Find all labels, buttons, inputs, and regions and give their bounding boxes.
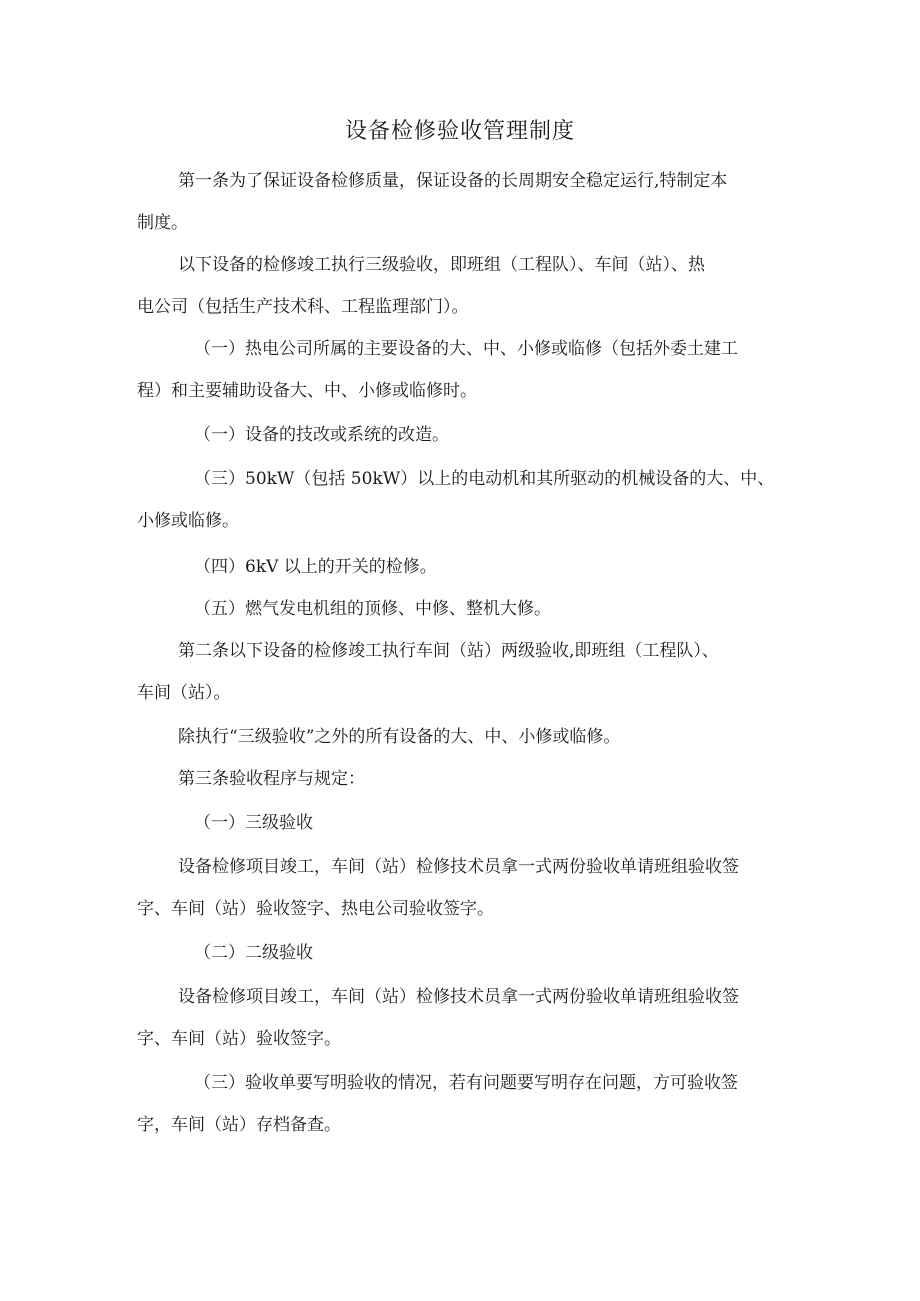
paragraph-line: （五）燃气发电机组的顶修、中修、整机大修。 — [194, 599, 551, 619]
paragraph-line: 车间（站）。 — [137, 683, 231, 703]
paragraph-line: 小修或临修。 — [137, 511, 239, 531]
paragraph-line: 设备检修项目竣工，车间（站）检修技术员拿一式两份验收单请班组验收签 — [178, 857, 739, 877]
paragraph-three-level-heading — [137, 802, 797, 844]
paragraph-two-level-procedure — [137, 976, 797, 1060]
paragraph-item-4 — [137, 546, 797, 588]
paragraph-line: 程）和主要辅助设备大、中、小修或临修时。 — [137, 381, 477, 401]
paragraph-line: （三）50kW（包括 50kW）以上的电动机和其所驱动的机械设备的大、中、 — [194, 469, 775, 489]
paragraph-line: 第三条验收程序与规定： — [178, 769, 365, 789]
paragraph-item-3 — [137, 458, 797, 542]
paragraph-three-level-procedure — [137, 846, 797, 930]
paragraph-article-1 — [137, 160, 797, 244]
paragraph-line: （二）二级验收 — [194, 943, 313, 963]
paragraph-line: （四）6kV 以上的开关的检修。 — [194, 557, 437, 577]
paragraph-two-level-scope — [137, 716, 797, 758]
paragraph-item-5 — [137, 588, 797, 630]
paragraph-item-1 — [137, 328, 797, 412]
paragraph-line: 字、车间（站）验收签字。 — [137, 1029, 341, 1049]
paragraph-two-level-heading — [137, 932, 797, 974]
paragraph-line: 除执行“三级验收”之外的所有设备的大、中、小修或临修。 — [178, 727, 621, 747]
paragraph-line: （一）三级验收 — [194, 813, 313, 833]
paragraph-article-2 — [137, 630, 797, 714]
paragraph-line: 第一条为了保证设备检修质量，保证设备的长周期安全稳定运行,特制定本 — [178, 171, 728, 191]
paragraph-line: （一）设备的技改或系统的改造。 — [194, 425, 449, 445]
paragraph-line: （三）验收单要写明验收的情况，若有问题要写明存在问题，方可验收签 — [194, 1073, 738, 1093]
paragraph-line: 第二条以下设备的检修竣工执行车间（站）两级验收,即班组（工程队）、 — [178, 641, 719, 661]
paragraph-three-level-scope — [137, 244, 797, 328]
paragraph-line: 设备检修项目竣工，车间（站）检修技术员拿一式两份验收单请班组验收签 — [178, 987, 739, 1007]
paragraph-line: 以下设备的检修竣工执行三级验收，即班组（工程队）、车间（站）、热 — [178, 255, 705, 275]
paragraph-item-2 — [137, 414, 797, 456]
paragraph-line: 电公司（包括生产技术科、工程监理部门）。 — [137, 297, 469, 317]
paragraph-line: （一）热电公司所属的主要设备的大、中、小修或临修（包括外委土建工 — [194, 339, 738, 359]
paragraph-line: 字，车间（站）存档备查。 — [137, 1115, 341, 1135]
document-title: 设备检修验收管理制度 — [344, 119, 575, 144]
paragraph-line: 字、车间（站）验收签字、热电公司验收签字。 — [137, 899, 494, 919]
paragraph-acceptance-form-note — [137, 1062, 797, 1146]
paragraph-line: 制度。 — [137, 213, 188, 233]
paragraph-article-3 — [137, 758, 797, 800]
